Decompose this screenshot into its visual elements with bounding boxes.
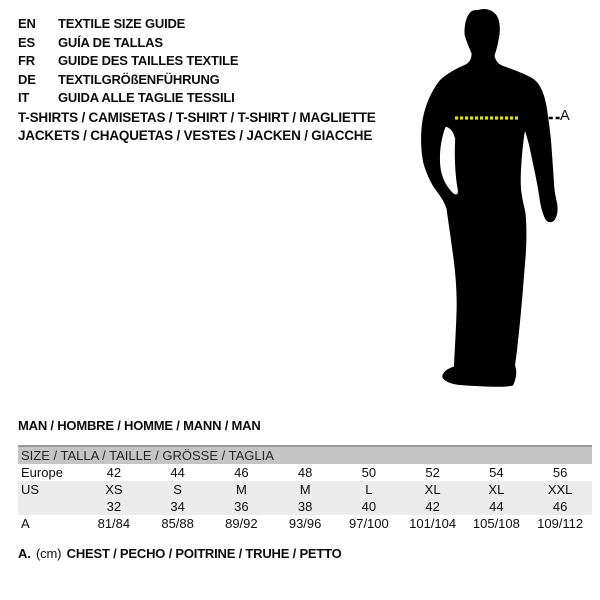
size-cell: 46 — [552, 499, 568, 514]
size-cell: S — [173, 482, 182, 497]
language-label: GUÍA DE TALLAS — [58, 34, 163, 50]
size-cell: 50 — [361, 465, 377, 480]
man-silhouette-svg — [390, 0, 600, 400]
size-cell: 36 — [234, 499, 249, 514]
table-row-us — [18, 481, 592, 498]
man-figure — [390, 0, 600, 400]
language-row — [18, 89, 238, 108]
row-label: US — [21, 482, 40, 497]
table-header: SIZE / TALLA / TAILLE / GRÖSSE / TAGLIA — [18, 445, 592, 464]
size-cell: XL — [488, 482, 505, 497]
measure-label-a: A — [560, 108, 570, 124]
table-row-europe — [18, 464, 592, 481]
size-cell: 42 — [425, 499, 440, 514]
size-cell: M — [235, 482, 247, 497]
footnote-prefix: A. — [18, 546, 31, 561]
size-cell: XL — [424, 482, 441, 497]
size-cell: 46 — [234, 465, 249, 480]
table-row-us-numeric — [18, 498, 592, 515]
row-label: A — [21, 516, 30, 531]
category-block — [18, 109, 376, 145]
size-cell: 97/100 — [348, 516, 389, 531]
man-silhouette-path — [421, 9, 557, 387]
language-row — [18, 71, 238, 90]
size-cell: 48 — [297, 465, 313, 480]
size-cell: 105/108 — [472, 516, 520, 531]
size-cell: 42 — [106, 465, 122, 480]
table-row-chest — [18, 515, 592, 532]
language-row — [18, 34, 238, 53]
size-cell: 109/112 — [537, 516, 584, 531]
size-cell: 38 — [297, 499, 313, 514]
size-cell: 101/104 — [409, 516, 457, 531]
size-cell: M — [299, 482, 311, 497]
language-block — [18, 15, 238, 108]
size-cell: 44 — [170, 465, 185, 480]
language-row — [18, 52, 238, 71]
footnote-unit: (cm) — [36, 546, 62, 561]
row-label: Europe — [21, 465, 63, 480]
section-title: MAN / HOMBRE / HOMME / MANN / MAN — [18, 418, 261, 433]
language-label: TEXTILE SIZE GUIDE — [58, 16, 186, 31]
size-cell: 32 — [106, 499, 122, 514]
size-cell: L — [365, 482, 373, 497]
size-cell: XS — [105, 482, 123, 497]
language-code: IT — [18, 90, 30, 105]
size-cell: 34 — [170, 499, 185, 514]
size-cell: XXL — [547, 482, 573, 497]
language-code: EN — [18, 16, 36, 31]
language-label: GUIDE DES TAILLES TEXTILE — [58, 53, 239, 68]
category-line-jackets: JACKETS / CHAQUETAS / VESTES / JACKEN / GIACCHE — [18, 128, 373, 143]
language-label: TEXTILGRÖßENFÜHRUNG — [58, 71, 220, 87]
size-cell: 81/84 — [97, 516, 131, 531]
size-cell: 89/92 — [225, 516, 258, 531]
language-code: FR — [18, 53, 35, 68]
size-cell: 44 — [489, 499, 504, 514]
language-code: ES — [18, 34, 35, 50]
category-line-tshirts: T-SHIRTS / CAMISETAS / T-SHIRT / T-SHIRT / MAGLIETTE — [18, 110, 376, 125]
size-cell: 85/88 — [161, 516, 194, 531]
footnote-text: CHEST / PECHO / POITRINE / TRUHE / PETTO — [66, 546, 342, 561]
language-label: GUIDA ALLE TAGLIE TESSILI — [58, 90, 235, 105]
size-cell: 93/96 — [288, 516, 322, 531]
language-code: DE — [18, 71, 36, 87]
size-cell: 52 — [425, 465, 440, 480]
size-cell: 40 — [361, 499, 377, 514]
size-cell: 56 — [552, 465, 568, 480]
language-row — [18, 15, 238, 34]
size-table — [18, 445, 592, 532]
row-label — [18, 498, 82, 515]
footnote — [18, 546, 342, 561]
size-cell: 54 — [489, 465, 504, 480]
